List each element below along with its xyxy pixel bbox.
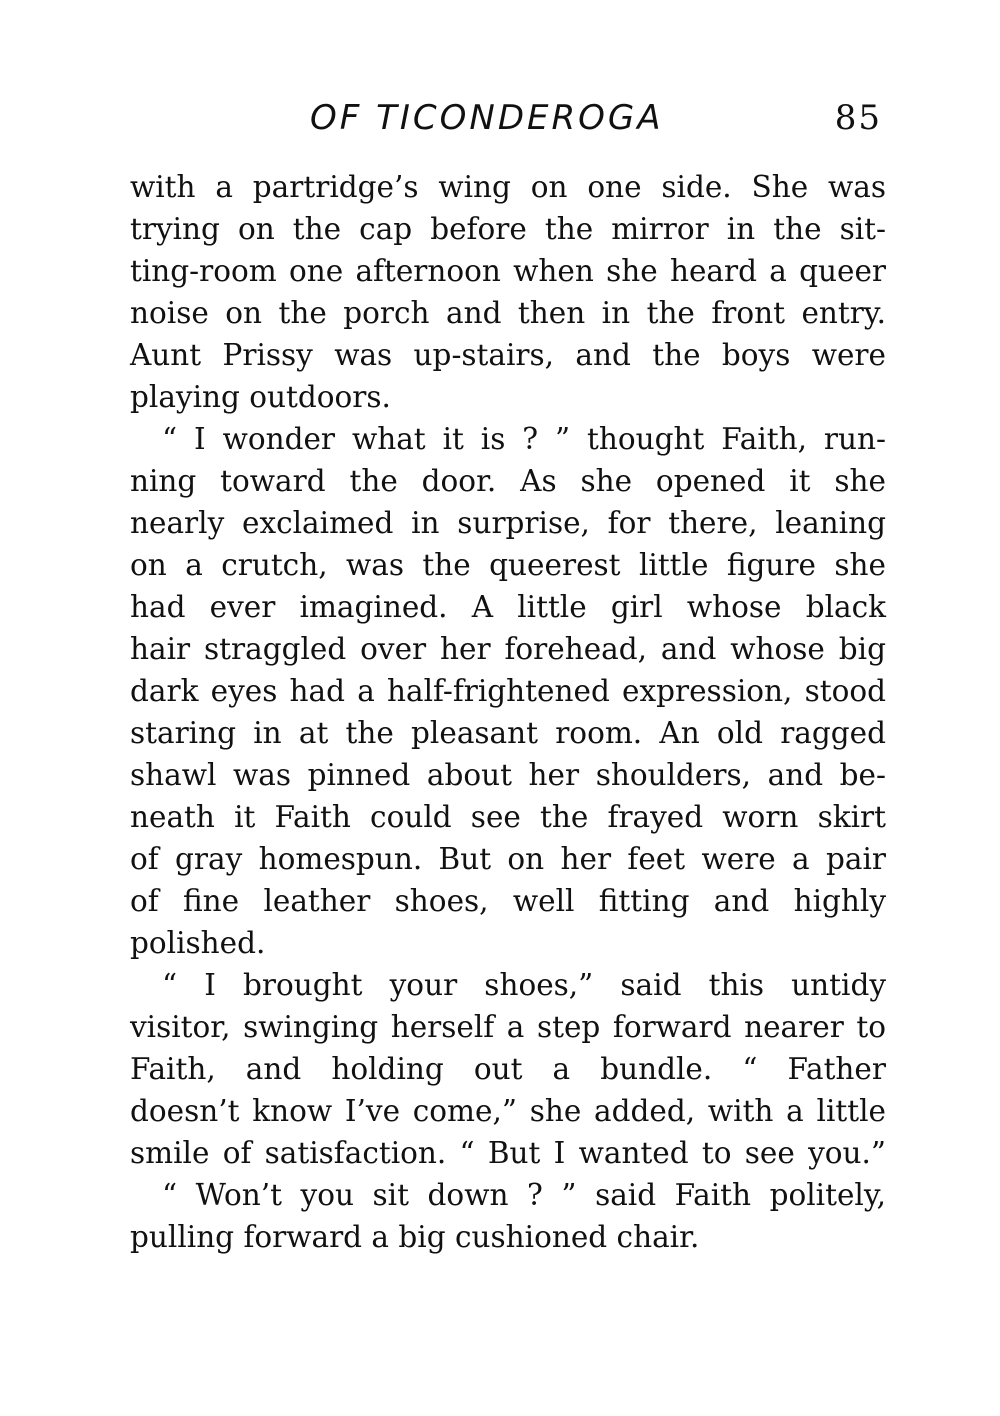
text-line: ning toward the door. As she opened it she — [130, 464, 886, 498]
text-line: of fine leather shoes, well fitting and highly — [130, 884, 886, 918]
text-line: Aunt Prissy was up-stairs, and the boys were — [130, 338, 886, 372]
text-line: on a crutch, was the queerest little figure she — [130, 548, 886, 582]
text-line: “ I brought your shoes,” said this untidy — [162, 968, 886, 1002]
text-line: “ Won’t you sit down ? ” said Faith politely, — [162, 1178, 886, 1212]
text-line: nearly exclaimed in surprise, for there, leaning — [130, 506, 886, 540]
text-line: smile of satisfaction. “ But I wanted to see you.” — [130, 1136, 886, 1170]
running-head — [130, 96, 886, 140]
text-line: visitor, swinging herself a step forward nearer to — [130, 1010, 886, 1044]
text-line: Faith, and holding out a bundle. “ Father — [130, 1052, 886, 1086]
text-line: trying on the cap before the mirror in the sit- — [130, 212, 886, 246]
text-line: neath it Faith could see the frayed worn skirt — [130, 800, 886, 834]
text-line: had ever imagined. A little girl whose black — [130, 590, 886, 624]
text-line: doesn’t know I’ve come,” she added, with a little — [130, 1094, 886, 1128]
text-line: with a partridge’s wing on one side. She was — [130, 170, 886, 204]
text-line: pulling forward a big cushioned chair. — [130, 1220, 700, 1254]
text-line: dark eyes had a half-frightened expression, stood — [130, 674, 886, 708]
text-line: ting-room one afternoon when she heard a queer — [130, 254, 886, 288]
text-line: hair straggled over her forehead, and whose big — [130, 632, 886, 666]
page-number: 85 — [834, 98, 882, 138]
text-line: “ I wonder what it is ? ” thought Faith, run- — [162, 422, 886, 456]
body-text — [130, 166, 886, 1258]
text-line: shawl was pinned about her shoulders, and be- — [130, 758, 886, 792]
text-line: polished. — [130, 926, 266, 960]
running-title: OF TICONDEROGA — [310, 98, 664, 138]
text-line: staring in at the pleasant room. An old ragged — [130, 716, 886, 750]
text-line: playing outdoors. — [130, 380, 391, 414]
text-line: noise on the porch and then in the front entry. — [130, 296, 886, 330]
text-line: of gray homespun. But on her feet were a pair — [130, 842, 886, 876]
